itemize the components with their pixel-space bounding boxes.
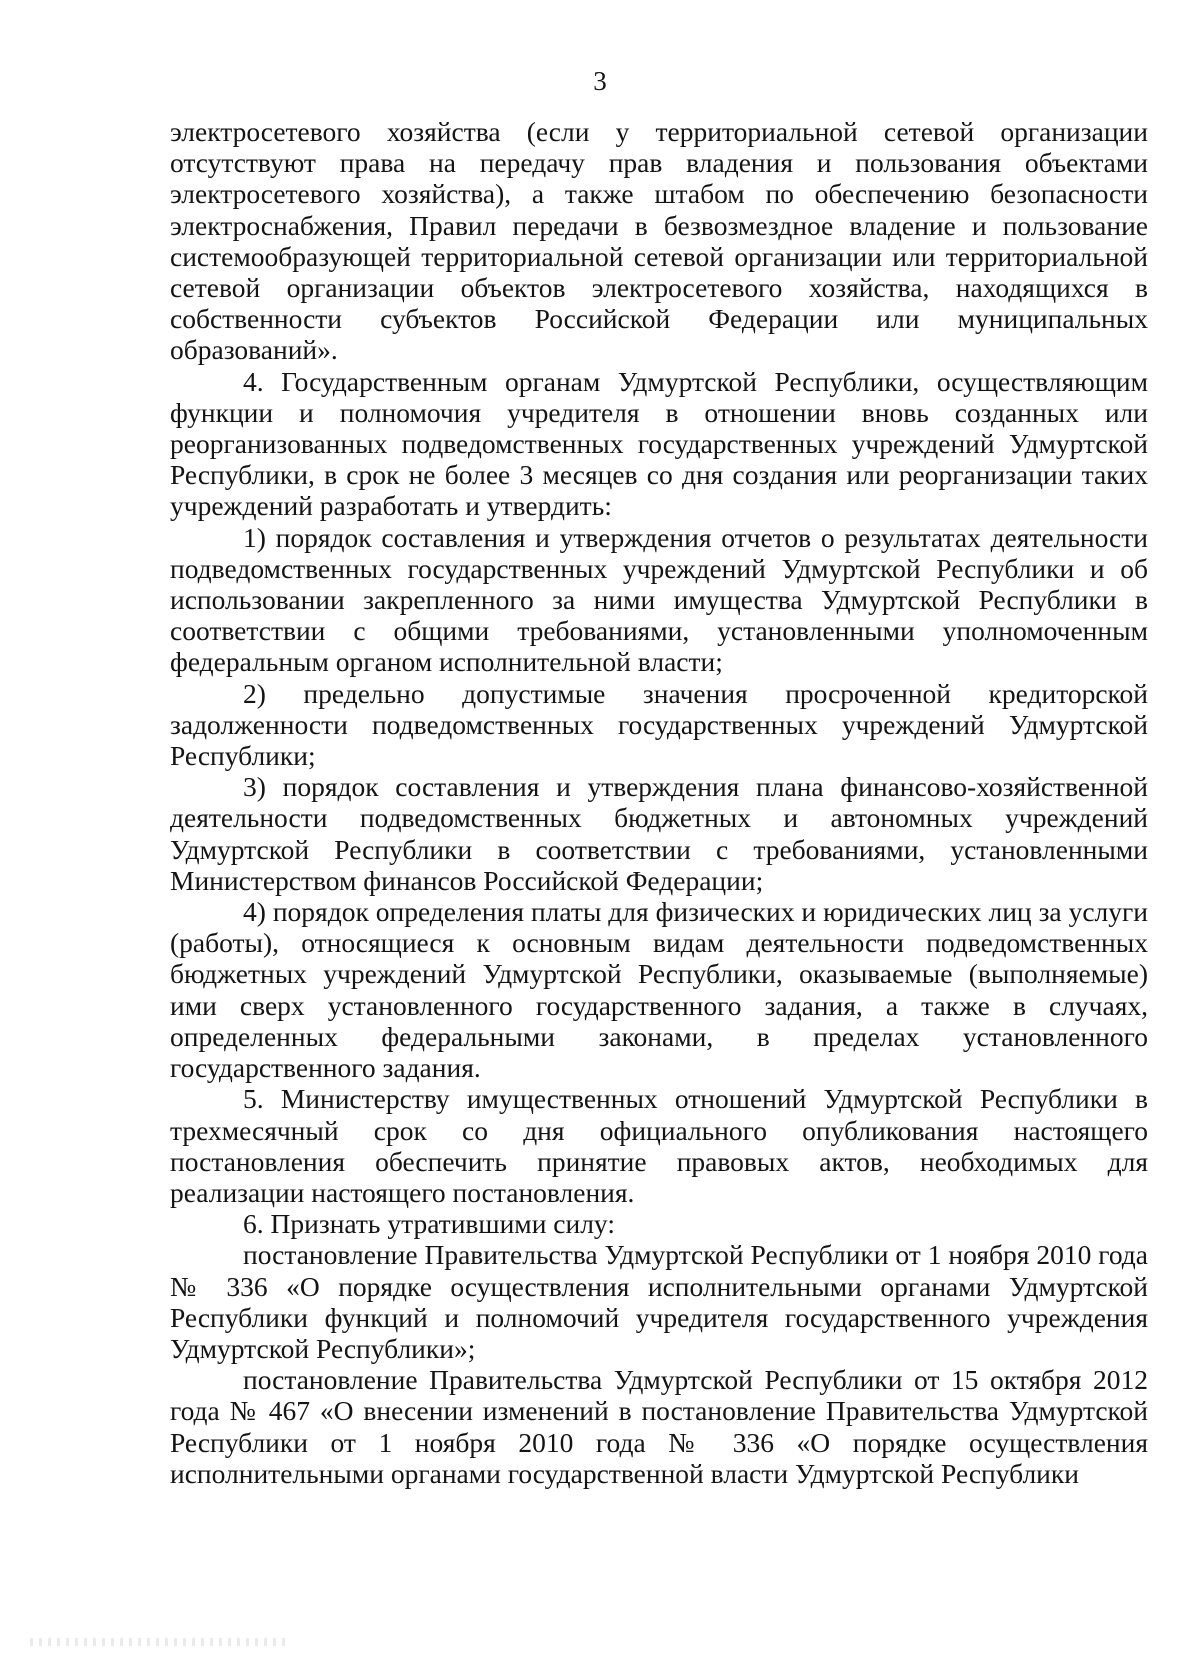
paragraph-repealed-act-1: постановление Правительства Удмуртской Республики от 1 ноября 2010 года № 336 «О порядке осуществления исполнительными органами Удмуртской Республики функций и полномочий учредителя государственного учреждения Удмуртской Республики»; xyxy=(170,1239,1148,1364)
paragraph-item-5: 5. Министерству имущественных отношений Удмуртской Республики в трехмесячный срок со дня официального опубликования настоящего постановления обеспечить принятие правовых актов, необходимых для реализации настоящего постановления. xyxy=(170,1083,1148,1208)
paragraph-subitem-4: 4) порядок определения платы для физических и юридических лиц за услуги (работы), относящиеся к основным видам деятельности подведомственных бюджетных учреждений Удмуртской Республики, оказываемые (выполняемые) ими сверх установленного государственного задания, а также в случаях, определенных федеральными законами, в пределах установленного государственного задания. xyxy=(170,896,1148,1084)
paragraph-item-6: 6. Признать утратившими силу: xyxy=(243,1208,615,1240)
paragraph-repealed-act-2: постановление Правительства Удмуртской Республики от 15 октября 2012 года № 467 «О внесении изменений в постановление Правительства Удмуртской Республики от 1 ноября 2010 года № 336 «О порядке осуществления исполнительными органами государственной власти Удмуртской Республики xyxy=(170,1364,1148,1489)
paragraph-item-4: 4. Государственным органам Удмуртской Республики, осуществляющим функции и полномочия учредителя в отношении вновь созданных или реорганизованных подведомственных государственных учреждений Удмуртской Республики, в срок не более 3 месяцев со дня создания или реорганизации таких учреждений разработать и утвердить: xyxy=(170,365,1148,522)
document-body xyxy=(170,116,1148,1489)
paragraph-subitem-3: 3) порядок составления и утверждения плана финансово-хозяйственной деятельности подведомственных бюджетных и автономных учреждений Удмуртской Республики в соответствии с требованиями, установленными Министерством финансов Российской Федерации; xyxy=(170,771,1148,896)
scan-artifact xyxy=(30,1638,290,1646)
paragraph-subitem-1: 1) порядок составления и утверждения отчетов о результатах деятельности подведомственных государственных учреждений Удмуртской Республики и об использовании закрепленного за ними имущества Удмуртской Республики в соответствии с общими требованиями, установленными уполномоченным федеральным органом исполнительной власти; xyxy=(170,521,1148,678)
paragraph-continuation: электросетевого хозяйства (если у территориальной сетевой организации отсутствуют права на передачу прав владения и пользования объектами электросетевого хозяйства), а также штабом по обеспечению безопасности электроснабжения, Правил передачи в безвозмездное владение и пользование системообразующей территориальной сетевой организации или территориальной сетевой организации объектов электросетевого хозяйства, находящихся в собственности субъектов Российской Федерации или муниципальных образований». xyxy=(170,116,1148,366)
page-number: 3 xyxy=(593,66,607,96)
paragraph-subitem-2: 2) предельно допустимые значения просроченной кредиторской задолженности подведомственных государственных учреждений Удмуртской Республики; xyxy=(170,677,1148,772)
